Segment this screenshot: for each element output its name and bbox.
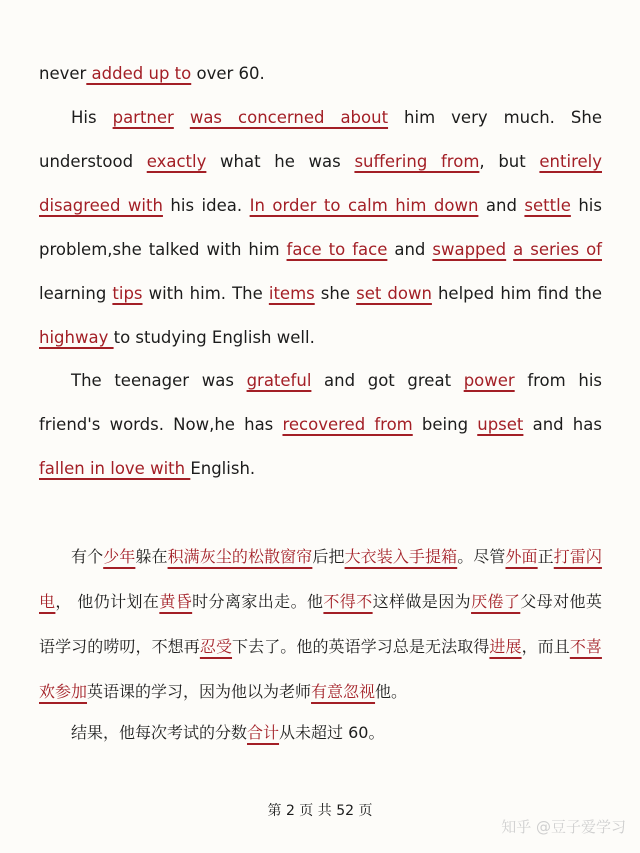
text-run: ， 他仍计划在: [55, 592, 160, 611]
text-run: [174, 108, 190, 127]
text-run: 英语课的学习，因为他以为老师: [87, 682, 312, 701]
highlighted-phrase: swapped: [432, 240, 507, 259]
text-run: his problem,she talked with him: [39, 196, 602, 259]
text-run: English.: [190, 459, 256, 478]
page-number: 第 2 页 共 52 页: [267, 803, 373, 819]
highlighted-phrase: 打雷闪电: [39, 547, 602, 611]
highlighted-phrase: tips: [112, 284, 143, 303]
highlighted-phrase: 不得不: [323, 592, 373, 611]
highlighted-phrase: entirely disagreed with: [39, 152, 602, 215]
highlighted-phrase: grateful: [246, 371, 312, 390]
text-run: being: [412, 415, 478, 434]
text-run: helped him find the: [431, 284, 602, 303]
text-run: His: [71, 108, 113, 127]
highlighted-phrase: was concerned about: [189, 108, 389, 127]
text-run: 正: [537, 547, 554, 566]
highlighted-phrase: In order to calm him down: [249, 196, 479, 215]
highlighted-phrase: a series of: [513, 240, 602, 259]
text-run: 有个: [71, 547, 104, 566]
highlighted-phrase: 外面: [505, 547, 538, 566]
highlighted-phrase: face to face: [286, 240, 388, 259]
text-run: never: [39, 64, 87, 83]
paragraph-teenager: [39, 359, 602, 491]
highlighted-phrase: 进展: [489, 637, 522, 656]
text-run: 时分离家出走。他: [192, 592, 324, 611]
text-run: over 60.: [191, 64, 265, 83]
text-run: 他。: [375, 682, 408, 701]
paragraph-chinese-story: [39, 534, 602, 714]
text-run: ，而且: [521, 637, 570, 656]
highlighted-phrase: recovered from: [282, 415, 413, 434]
highlighted-phrase: power: [463, 371, 515, 390]
highlighted-phrase: exactly: [146, 152, 207, 171]
text-run: , but: [479, 152, 540, 171]
highlighted-phrase: 合计: [247, 723, 280, 742]
paragraph-chinese-result: [39, 710, 602, 755]
text-run: learning: [39, 284, 113, 303]
highlighted-phrase: settle: [524, 196, 571, 215]
highlighted-phrase: 积满灰尘的松散窗帘: [167, 547, 313, 566]
text-run: 父母对他英语学习的唠叨，不想再: [39, 592, 602, 656]
text-run: and: [387, 240, 433, 259]
text-run: what he was: [206, 152, 355, 171]
highlighted-phrase: 少年: [103, 547, 136, 566]
highlighted-phrase: suffering from: [354, 152, 480, 171]
text-run: 躲在: [135, 547, 168, 566]
text-run: 这样做是因为: [372, 592, 472, 611]
highlighted-phrase: 忍受: [199, 637, 233, 656]
text-run: from his friend's words. Now,he has: [39, 371, 603, 434]
highlighted-phrase: set down: [356, 284, 432, 303]
highlighted-phrase: items: [268, 284, 315, 303]
text-run: his idea.: [162, 196, 250, 215]
text-run: 下去了。他的英语学习总是无法取得: [232, 637, 490, 656]
highlighted-phrase: 黄昏: [159, 592, 193, 611]
watermark: 知乎 @豆子爱学习: [501, 818, 626, 836]
text-run: 从未超过 60。: [279, 723, 385, 742]
paragraph-partner: [39, 96, 602, 360]
highlighted-phrase: 有意忽视: [311, 682, 376, 701]
text-run: to studying English well.: [113, 328, 315, 347]
text-run: 。尽管: [457, 547, 506, 566]
highlighted-phrase: 厌倦了: [471, 592, 521, 611]
text-run: and has: [523, 415, 602, 434]
paragraph-continuation: [39, 52, 602, 96]
highlighted-phrase: highway: [39, 328, 114, 347]
text-run: and: [478, 196, 525, 215]
text-run: The teenager was: [71, 371, 247, 390]
text-run: she: [314, 284, 357, 303]
text-run: and got great: [311, 371, 464, 390]
highlighted-phrase: 大衣装入手提箱: [344, 547, 458, 566]
highlighted-phrase: upset: [477, 415, 524, 434]
text-run: him very much. She understood: [39, 108, 602, 171]
text-run: 结果，他每次考试的分数: [71, 723, 248, 742]
highlighted-phrase: added up to: [86, 64, 192, 83]
text-run: with him. The: [142, 284, 269, 303]
highlighted-phrase: fallen in love with: [39, 459, 191, 478]
highlighted-phrase: partner: [112, 108, 174, 127]
text-run: 后把: [312, 547, 345, 566]
highlighted-phrase: 不喜欢参加: [39, 637, 602, 701]
